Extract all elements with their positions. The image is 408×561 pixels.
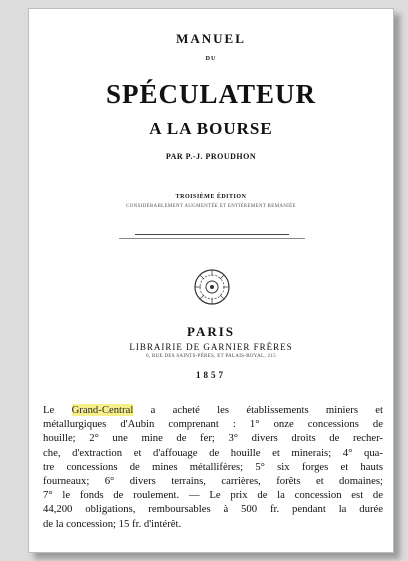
edition-line: TROISIÈME ÉDITION xyxy=(175,194,247,200)
imprint-city: PARIS xyxy=(186,324,236,339)
imprint-publisher: LIBRAIRIE DE GARNIER FRÈRES xyxy=(129,342,293,352)
excerpt-line: houille; 2° une mine de fer; 3° divers droits de recher- xyxy=(43,432,383,445)
imprint-address: 6, RUE DES SAINTS-PÈRES, ET PALAIS-ROYAL, 215 xyxy=(146,354,276,359)
highlighted-term: Grand-Central xyxy=(71,404,134,416)
excerpt-line: de la concession; 15 fr. d'intérêt. xyxy=(43,517,182,530)
excerpt-line: 7° le fonds de roulement. — Le prix de la concession est de xyxy=(43,489,383,502)
title-top: MANUEL xyxy=(176,31,246,46)
excerpt-line-pre: Le xyxy=(43,404,72,416)
title-du: DU xyxy=(205,56,217,62)
excerpt-line xyxy=(43,403,383,417)
excerpt-paragraph xyxy=(43,403,383,531)
document-page xyxy=(28,8,394,553)
author-line: PAR P.-J. PROUDHON xyxy=(165,152,257,161)
imprint-year: 1857 xyxy=(196,370,226,380)
title-sub: A LA BOURSE xyxy=(149,119,273,138)
excerpt-line: tre concessions de mines métallifères; 5° six forges et hauts xyxy=(43,460,383,473)
excerpt-line: fourneaux; 6° divers terrains, carrières, forêts et domaines; xyxy=(43,475,383,488)
title-page xyxy=(29,9,393,394)
printer-ornament-icon xyxy=(192,267,232,307)
excerpt-line-post: a acheté les établissements miniers et xyxy=(133,404,383,416)
edition-note: CONSIDÉRABLEMENT AUGMENTÉE ET ENTIÈREMENT REMANIÉE xyxy=(126,204,296,209)
divider-rule-thin xyxy=(119,238,305,239)
title-main: SPÉCULATEUR xyxy=(105,79,317,109)
excerpt-line: métallurgiques d'Aubin comprenant : 1° onze concessions de xyxy=(43,418,383,431)
excerpt-line: 44,200 obligations, remboursables à 500 fr. pendant la durée xyxy=(43,503,383,516)
excerpt-line: che, d'extraction et d'affouage de houille et minerais; 4° qua- xyxy=(43,446,383,459)
divider-rule xyxy=(135,234,289,235)
